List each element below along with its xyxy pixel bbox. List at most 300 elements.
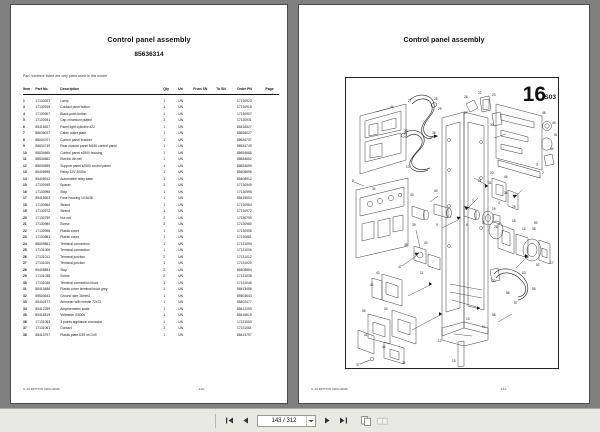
cell-from-sn (193, 331, 216, 338)
cell-part-no: 88634707 (35, 137, 51, 142)
single-page-view-icon (361, 416, 372, 426)
cell-qty: 1 (163, 111, 166, 116)
cell-order-pn: 17130907 (237, 111, 252, 116)
cell-un: UN (178, 196, 184, 200)
cell-order-pn: 17130949 (237, 183, 252, 187)
cell-un: UN (178, 150, 184, 155)
cell-part-no: 85408854 (35, 267, 51, 272)
document-page-right[interactable] (298, 4, 590, 404)
cell-qty: 1 (163, 261, 166, 265)
cell-item: 33 (23, 300, 27, 304)
svg-text:43: 43 (376, 271, 380, 275)
cell-un: UN (178, 118, 184, 122)
cell-description: Terminal junction (60, 254, 86, 259)
svg-text:46: 46 (504, 175, 508, 179)
cell-item: 36 (23, 319, 27, 324)
cell-item: 27 (23, 261, 27, 265)
svg-text:52: 52 (536, 263, 540, 267)
page-subtitle: 85636314 (134, 51, 164, 58)
cell-qty: 1 (163, 300, 166, 304)
facing-page-view-button[interactable] (376, 414, 389, 427)
cell-order-pn: 17131012 (237, 254, 252, 259)
cell-un: UN (178, 313, 184, 317)
svg-text:32: 32 (492, 279, 496, 283)
svg-text:45: 45 (404, 243, 408, 247)
cell-un: UN (178, 98, 184, 103)
svg-text:6: 6 (466, 223, 468, 227)
cell-order-pn: 85412259 (237, 306, 252, 311)
parts-table-body (23, 94, 279, 338)
svg-text:17: 17 (550, 261, 554, 265)
svg-text:16: 16 (522, 227, 526, 231)
previous-page-button[interactable] (239, 414, 252, 427)
col-header-part-no: Part No. (35, 87, 49, 91)
svg-text:37: 37 (356, 363, 360, 367)
cell-qty: 1 (163, 170, 166, 174)
svg-text:26: 26 (494, 225, 498, 229)
cell-un: UN (178, 137, 184, 142)
cell-un: UN (178, 222, 184, 226)
cell-qty: 1 (163, 332, 166, 337)
cell-qty: 1 (163, 176, 166, 181)
cell-qty: 1 (163, 189, 166, 194)
cell-item: 26 (23, 254, 27, 259)
svg-text:49: 49 (552, 121, 556, 125)
svg-text:42: 42 (370, 283, 374, 287)
cell-item: 35 (23, 313, 27, 317)
cell-un: UN (178, 183, 184, 187)
cell-to-sn (216, 94, 237, 104)
cell-item: 11 (23, 157, 27, 161)
cell-part-no: 17131006 (35, 248, 51, 252)
cell-description: Contact push button (60, 105, 90, 109)
footer-page-number-right: -141- (499, 387, 507, 391)
next-page-button[interactable] (321, 414, 334, 427)
cell-order-pn: 85416527 (237, 124, 252, 129)
cell-order-pn: 17130972 (237, 209, 252, 213)
cell-item: 32 (23, 293, 27, 298)
svg-text:48: 48 (542, 111, 546, 115)
cell-un: UN (178, 176, 184, 181)
cell-order-pn: 17130915 (237, 105, 252, 109)
cell-part-no: 88413486 (35, 287, 51, 291)
parts-table (23, 87, 279, 338)
svg-text:25: 25 (512, 205, 516, 209)
cell-part-no: 88634699 (35, 163, 51, 168)
cell-order-pn: 88413486 (237, 287, 252, 291)
cell-description: Strand (60, 209, 71, 213)
cell-item: 28 (23, 267, 27, 272)
cell-part-no: 17131046 (35, 280, 51, 285)
cell-description: Screw (60, 274, 70, 278)
cell-item: 4 (23, 111, 25, 116)
svg-text:39: 39 (412, 223, 416, 227)
cell-description: Support panel s2500 control panel (60, 163, 111, 168)
cell-un: UN (178, 209, 184, 213)
col-header-qty: Qty (163, 87, 169, 91)
table-header-row (23, 87, 279, 94)
svg-text:8: 8 (352, 179, 354, 183)
cell-order-pn: 17130881 (237, 235, 252, 239)
svg-text:44: 44 (390, 105, 394, 109)
cell-description: Stop (60, 267, 68, 272)
cell-description: Plastic cover (60, 228, 79, 233)
cell-qty: 1 (163, 144, 166, 148)
cell-order-pn: 17131006 (237, 248, 252, 252)
cell-qty: 1 (163, 163, 166, 168)
cell-un: UN (178, 228, 184, 233)
cell-item: 3 (23, 105, 25, 109)
cell-un: UN (178, 202, 184, 207)
cell-qty: 1 (163, 202, 166, 207)
col-header-item: Item (23, 87, 30, 91)
svg-text:28: 28 (434, 97, 438, 101)
page-title: Control panel assembly (107, 35, 191, 44)
cell-qty: 1 (163, 131, 166, 135)
cell-item: 6 (23, 124, 25, 129)
footer-edition: G 44 EDITION 09/01/2008 (23, 387, 60, 391)
svg-text:56: 56 (506, 291, 510, 295)
figure-sub-number: S03 (544, 94, 556, 101)
cell-un: UN (178, 189, 184, 194)
svg-text:34: 34 (402, 361, 406, 365)
cell-qty: 2 (163, 183, 166, 187)
cell-part-no: 85634665 (35, 150, 51, 155)
cell-item: 25 (23, 248, 27, 252)
cell-un: UN (178, 332, 184, 337)
cell-un: UN (178, 287, 184, 291)
cell-item: 31 (23, 287, 27, 291)
cell-description: Relay 12V 2000a (60, 170, 86, 174)
cell-part-no: 85408912 (35, 176, 51, 181)
cell-qty: 1 (163, 228, 166, 233)
page-footer-right (311, 387, 577, 391)
cell-description: Terminal junction (60, 261, 86, 265)
cell-un: UN (178, 215, 184, 220)
cell-to-sn (216, 331, 237, 338)
cell-part-no: 17131020 (35, 261, 51, 265)
cell-part-no: 17130923 (35, 98, 51, 103)
toolbar-grip (215, 414, 216, 428)
cell-description: 3 points appliance connector (60, 319, 103, 324)
cell-part-no: 85415503 (35, 196, 51, 200)
page-footer-left (23, 387, 275, 391)
col-header-to-sn: To SN (216, 87, 226, 91)
cell-description: Screw (60, 222, 70, 226)
cell-order-pn: 17131094 (237, 241, 252, 246)
col-header-page: Page (265, 87, 274, 91)
col-header-from-sn: From SN (193, 87, 208, 91)
svg-text:50: 50 (534, 221, 538, 225)
col-header-order-pn: Order PN (237, 87, 252, 91)
cell-part-no: 17131061 (35, 326, 51, 330)
cell-part-no: 85402477 (35, 300, 51, 304)
cell-order-pn: 88413797 (237, 332, 252, 337)
cell-description: Voltmeter 0/500v (60, 313, 86, 317)
cell-item: 38 (23, 332, 27, 337)
svg-text:38: 38 (532, 227, 536, 231)
cell-description: Stop (60, 189, 68, 194)
svg-text:29: 29 (438, 107, 442, 111)
svg-text:35: 35 (404, 129, 408, 133)
cell-order-pn: 17131046 (237, 280, 252, 285)
cell-qty: 2 (163, 215, 166, 220)
cell-qty: 1 (163, 306, 166, 311)
cell-description: Nut m6 (60, 215, 71, 220)
cell-order-pn: 17130964 (237, 202, 252, 207)
svg-text:15: 15 (452, 359, 456, 363)
cell-order-pn: 17130931 (237, 118, 252, 122)
svg-text:43: 43 (424, 241, 428, 245)
last-page-icon (339, 416, 348, 425)
svg-text:10: 10 (406, 165, 410, 169)
cell-description: Amperemetric scale (60, 306, 90, 311)
cell-description: Plastic cover (60, 235, 79, 239)
cell-description: Fuse housing 10.5x38 (60, 196, 93, 200)
last-page-button[interactable] (337, 414, 350, 427)
cell-page (266, 331, 279, 338)
cell-qty: 1 (163, 293, 166, 298)
cell-qty: 1 (163, 326, 166, 330)
cell-qty: 1 (163, 118, 166, 122)
col-header-description: Description (60, 87, 79, 91)
svg-text:11: 11 (420, 271, 424, 275)
cell-un: UN (178, 111, 184, 116)
cell-item: 16 (23, 189, 27, 194)
cell-part-no: 17131038 (35, 274, 51, 278)
cell-item: 12 (23, 163, 27, 168)
cell-item: 20 (23, 215, 27, 220)
cell-qty: 2 (163, 254, 166, 259)
cell-description: Terminal connection (60, 241, 90, 246)
parts-table-head (23, 87, 279, 94)
facing-page-view-icon (377, 416, 388, 426)
cell-qty: 1 (163, 137, 166, 142)
cell-description: Ammeter with needle 72x72 (60, 300, 102, 304)
cell-part-no: 17130972 (35, 209, 51, 213)
svg-text:54: 54 (550, 147, 554, 151)
cell-part-no: 17131012 (35, 254, 51, 259)
cell-un: UN (178, 241, 184, 246)
cell-qty: 1 (163, 287, 166, 291)
cell-qty: 3 (163, 222, 166, 226)
cell-item: 8 (23, 137, 25, 142)
svg-text:53: 53 (522, 271, 526, 275)
cell-description: Black push button (60, 111, 87, 116)
previous-page-icon (241, 416, 250, 425)
cell-part-no: 85503643 (35, 293, 51, 298)
cell-part-no: 88634749 (35, 144, 51, 148)
svg-text:51: 51 (554, 133, 558, 137)
cell-order-pn: 17131038 (237, 274, 252, 278)
cell-part-no: 85416519 (35, 313, 51, 317)
svg-text:20: 20 (490, 171, 494, 175)
cell-part-no: 85408698 (35, 170, 51, 174)
cell-item: 5 (23, 118, 25, 122)
cell-order-pn: 88634652 (237, 157, 252, 161)
cell-un: UN (178, 254, 184, 259)
cell-order-pn: 17130998 (237, 228, 252, 233)
svg-text:24: 24 (504, 191, 508, 195)
cell-qty: 1 (163, 157, 166, 161)
cell-part-no: 17130799 (35, 215, 51, 220)
next-page-icon (323, 416, 332, 425)
svg-text:4: 4 (498, 201, 500, 205)
cell-description: Lamp (60, 98, 69, 103)
cell-item: 23 (23, 235, 27, 239)
cell-un: UN (178, 235, 184, 239)
cell-item: 29 (23, 274, 27, 278)
chevron-down-icon[interactable] (306, 416, 314, 426)
cell-un: UN (178, 274, 184, 278)
cell-qty: 1 (163, 98, 166, 103)
diagram-linework (346, 78, 559, 369)
cell-order-pn: 85408698 (237, 170, 252, 174)
svg-text:9: 9 (436, 223, 438, 227)
cell-item: 21 (23, 222, 27, 226)
cell-item: 1 (23, 98, 25, 103)
cell-part-no: 17131053 (35, 319, 51, 324)
cell-description: Control panel bracket (60, 137, 92, 142)
cell-item: 7 (23, 131, 25, 135)
cell-item: 10 (23, 150, 27, 155)
cell-qty: 1 (163, 196, 166, 200)
cell-part-no: 17130931 (35, 118, 51, 122)
cell-description: Plastic cover terminal block grey (60, 287, 108, 291)
cell-qty: 1 (163, 209, 166, 213)
cell-order-pn: 85402477 (237, 300, 252, 304)
cell-un: UN (178, 170, 184, 174)
cell-item: 18 (23, 202, 27, 207)
svg-text:23: 23 (492, 93, 496, 97)
cell-description: Plastic plate D39 nh D49 (60, 332, 97, 337)
cell-part-no: 85412259 (35, 306, 51, 311)
cell-part-no: 88413797 (35, 332, 51, 337)
cell-description: Terminal connection block (60, 280, 99, 285)
cell-description: Contact (60, 326, 72, 330)
svg-text:14: 14 (482, 325, 486, 329)
svg-text:30: 30 (490, 123, 494, 127)
svg-text:36: 36 (432, 131, 436, 135)
svg-text:57: 57 (514, 301, 518, 305)
cell-order-pn: 88636027 (237, 131, 252, 135)
cell-order-pn: 17131053 (237, 319, 252, 324)
cell-order-pn: 17131061 (237, 326, 252, 330)
cell-order-pn: 88634707 (237, 137, 252, 142)
page-number-input[interactable] (257, 415, 316, 427)
svg-text:27: 27 (408, 99, 412, 103)
cell-part-no: 17130949 (35, 183, 51, 187)
cell-un: UN (178, 248, 184, 252)
cell-description: Terminal connection (60, 248, 90, 252)
cell-part-no: 17130998 (35, 228, 51, 233)
cell-item: 37 (23, 326, 27, 330)
cell-part-no: 17130980 (35, 222, 51, 226)
single-page-view-button[interactable] (360, 414, 373, 427)
cell-from-sn (193, 94, 216, 104)
svg-text:26: 26 (464, 95, 468, 99)
svg-text:18: 18 (512, 219, 516, 223)
cell-un: UN (178, 267, 184, 272)
cell-order-pn: 17130923 (237, 98, 252, 103)
cell-un: UN (178, 157, 184, 161)
cell-order-pn: 85408854 (237, 267, 252, 272)
svg-text:47: 47 (398, 265, 402, 269)
cell-item: 34 (23, 306, 27, 311)
cell-order-pn: 85408912 (237, 176, 252, 181)
cell-description: Spacer (60, 183, 71, 187)
svg-text:44: 44 (382, 345, 386, 349)
page-number-value: 143 / 312 (271, 417, 297, 424)
cell-qty: 1 (163, 105, 166, 109)
svg-text:13: 13 (466, 317, 470, 321)
diagram-page-title: Control panel assembly (403, 35, 485, 44)
cell-qty: 2 (163, 267, 166, 272)
cell-qty: 1 (163, 124, 166, 129)
page-navigation-toolbar[interactable] (0, 408, 600, 432)
cell-un: UN (178, 306, 184, 311)
document-page-left[interactable] (10, 4, 288, 404)
cell-qty: 1 (163, 241, 166, 246)
cell-qty: 1 (163, 319, 166, 324)
svg-text:40: 40 (410, 193, 414, 197)
cell-qty: 1 (163, 150, 166, 155)
cell-un: UN (178, 105, 184, 109)
svg-text:55: 55 (532, 287, 536, 291)
cell-qty: 1 (163, 248, 166, 252)
cell-order-pn: 88634699 (237, 163, 252, 168)
cell-item: 9 (23, 144, 25, 148)
cell-part-no: 17130915 (35, 105, 51, 109)
svg-text:7: 7 (472, 199, 474, 203)
cell-item: 22 (23, 228, 27, 233)
cell-un: UN (178, 124, 184, 129)
cell-description: Strand (60, 202, 71, 207)
cell-order-pn: 17130980 (237, 222, 252, 226)
first-page-button[interactable] (223, 414, 236, 427)
cell-order-pn: 17131020 (237, 261, 252, 265)
footer-edition-right: G 44 EDITION 09/01/2008 (311, 387, 348, 391)
svg-text:33: 33 (384, 307, 388, 311)
cell-un: UN (178, 326, 184, 330)
cell-un: UN (178, 144, 184, 148)
first-page-icon (225, 416, 234, 425)
figure-number: 16 (522, 83, 546, 106)
cell-description: Ground wire 16mm2 (60, 293, 91, 298)
cell-qty: 1 (163, 313, 166, 317)
table-row (23, 94, 279, 104)
cell-description: Panel light cylindric d22 (60, 124, 95, 129)
cell-order-pn: 88634749 (237, 144, 252, 148)
cell-un: UN (178, 131, 184, 135)
svg-text:27: 27 (464, 111, 468, 115)
cell-description: Automobile relay base (60, 176, 93, 181)
cell-un: UN (178, 293, 184, 298)
svg-text:19: 19 (492, 207, 496, 211)
cell-order-pn: 85503643 (237, 293, 252, 298)
svg-text:2: 2 (542, 171, 544, 175)
cell-order-pn: 17130799 (237, 215, 252, 220)
cell-part-no: 17130907 (35, 111, 51, 116)
cell-un: UN (178, 163, 184, 168)
cell-item: 19 (23, 209, 27, 213)
cell-item: 15 (23, 183, 27, 187)
cell-un: UN (178, 300, 184, 304)
svg-text:12: 12 (438, 339, 442, 343)
cell-page (266, 94, 279, 104)
cell-description: Cable outlet plate (60, 131, 86, 135)
svg-text:3: 3 (536, 163, 538, 167)
